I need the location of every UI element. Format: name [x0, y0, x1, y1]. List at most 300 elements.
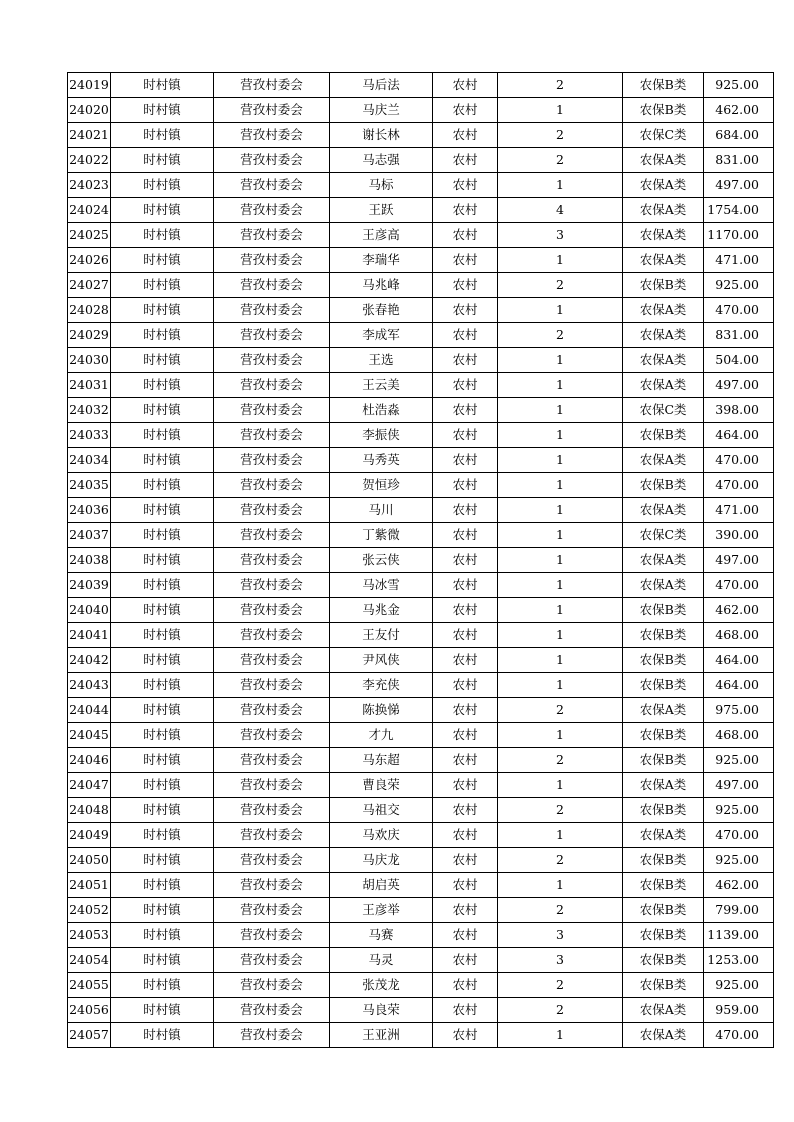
- amount-cell: 497.00: [704, 773, 774, 798]
- household-size-cell: 1: [498, 98, 623, 123]
- town-cell: 时村镇: [111, 873, 214, 898]
- village-committee-cell: 营孜村委会: [214, 998, 330, 1023]
- record-id-cell: 24019: [68, 73, 111, 98]
- person-name-cell: 马志强: [330, 148, 433, 173]
- person-name-cell: 王友付: [330, 623, 433, 648]
- record-id-cell: 24042: [68, 648, 111, 673]
- amount-cell: 925.00: [704, 748, 774, 773]
- town-cell: 时村镇: [111, 623, 214, 648]
- household-size-cell: 2: [498, 323, 623, 348]
- table-row: [68, 498, 774, 523]
- household-size-cell: 1: [498, 373, 623, 398]
- village-committee-cell: 营孜村委会: [214, 423, 330, 448]
- amount-cell: 471.00: [704, 498, 774, 523]
- town-cell: 时村镇: [111, 148, 214, 173]
- insurance-class-cell: 农保B类: [623, 98, 704, 123]
- table-row: [68, 623, 774, 648]
- amount-cell: 470.00: [704, 823, 774, 848]
- table-row: [68, 873, 774, 898]
- amount-cell: 504.00: [704, 348, 774, 373]
- village-committee-cell: 营孜村委会: [214, 248, 330, 273]
- amount-cell: 925.00: [704, 848, 774, 873]
- area-type-cell: 农村: [433, 273, 498, 298]
- person-name-cell: 马秀英: [330, 448, 433, 473]
- village-committee-cell: 营孜村委会: [214, 473, 330, 498]
- person-name-cell: 马祖交: [330, 798, 433, 823]
- person-name-cell: 胡启英: [330, 873, 433, 898]
- area-type-cell: 农村: [433, 323, 498, 348]
- insurance-class-cell: 农保A类: [623, 248, 704, 273]
- town-cell: 时村镇: [111, 548, 214, 573]
- town-cell: 时村镇: [111, 248, 214, 273]
- village-committee-cell: 营孜村委会: [214, 823, 330, 848]
- area-type-cell: 农村: [433, 673, 498, 698]
- person-name-cell: 王跃: [330, 198, 433, 223]
- town-cell: 时村镇: [111, 423, 214, 448]
- household-size-cell: 2: [498, 973, 623, 998]
- area-type-cell: 农村: [433, 423, 498, 448]
- amount-cell: 959.00: [704, 998, 774, 1023]
- village-committee-cell: 营孜村委会: [214, 523, 330, 548]
- town-cell: 时村镇: [111, 823, 214, 848]
- table-body: [68, 73, 774, 1048]
- area-type-cell: 农村: [433, 573, 498, 598]
- household-size-cell: 1: [498, 723, 623, 748]
- table-row: [68, 423, 774, 448]
- household-size-cell: 1: [498, 498, 623, 523]
- insurance-class-cell: 农保A类: [623, 998, 704, 1023]
- village-committee-cell: 营孜村委会: [214, 623, 330, 648]
- village-committee-cell: 营孜村委会: [214, 223, 330, 248]
- village-committee-cell: 营孜村委会: [214, 298, 330, 323]
- table-row: [68, 998, 774, 1023]
- town-cell: 时村镇: [111, 723, 214, 748]
- table-row: [68, 373, 774, 398]
- amount-cell: 470.00: [704, 473, 774, 498]
- table-row: [68, 398, 774, 423]
- household-size-cell: 1: [498, 598, 623, 623]
- amount-cell: 462.00: [704, 598, 774, 623]
- amount-cell: 497.00: [704, 173, 774, 198]
- record-id-cell: 24039: [68, 573, 111, 598]
- household-size-cell: 1: [498, 523, 623, 548]
- household-size-cell: 2: [498, 998, 623, 1023]
- household-size-cell: 4: [498, 198, 623, 223]
- insurance-class-cell: 农保B类: [623, 923, 704, 948]
- town-cell: 时村镇: [111, 973, 214, 998]
- insurance-class-cell: 农保A类: [623, 573, 704, 598]
- person-name-cell: 张茂龙: [330, 973, 433, 998]
- village-committee-cell: 营孜村委会: [214, 1023, 330, 1048]
- household-size-cell: 2: [498, 73, 623, 98]
- table-row: [68, 323, 774, 348]
- town-cell: 时村镇: [111, 473, 214, 498]
- record-id-cell: 24055: [68, 973, 111, 998]
- person-name-cell: 贺恒珍: [330, 473, 433, 498]
- area-type-cell: 农村: [433, 498, 498, 523]
- insurance-class-cell: 农保B类: [623, 623, 704, 648]
- area-type-cell: 农村: [433, 548, 498, 573]
- person-name-cell: 马庆兰: [330, 98, 433, 123]
- household-size-cell: 1: [498, 423, 623, 448]
- insurance-class-cell: 农保A类: [623, 348, 704, 373]
- village-committee-cell: 营孜村委会: [214, 98, 330, 123]
- amount-cell: 468.00: [704, 723, 774, 748]
- person-name-cell: 李振侠: [330, 423, 433, 448]
- insurance-class-cell: 农保B类: [623, 648, 704, 673]
- household-size-cell: 1: [498, 448, 623, 473]
- table-row: [68, 598, 774, 623]
- household-size-cell: 1: [498, 248, 623, 273]
- insurance-class-cell: 农保C类: [623, 123, 704, 148]
- household-size-cell: 1: [498, 298, 623, 323]
- village-committee-cell: 营孜村委会: [214, 373, 330, 398]
- village-committee-cell: 营孜村委会: [214, 923, 330, 948]
- village-committee-cell: 营孜村委会: [214, 848, 330, 873]
- person-name-cell: 张春艳: [330, 298, 433, 323]
- town-cell: 时村镇: [111, 573, 214, 598]
- amount-cell: 1253.00: [704, 948, 774, 973]
- table-row: [68, 948, 774, 973]
- record-id-cell: 24021: [68, 123, 111, 148]
- table-row: [68, 123, 774, 148]
- record-id-cell: 24023: [68, 173, 111, 198]
- area-type-cell: 农村: [433, 598, 498, 623]
- record-id-cell: 24037: [68, 523, 111, 548]
- record-id-cell: 24034: [68, 448, 111, 473]
- area-type-cell: 农村: [433, 173, 498, 198]
- insurance-class-cell: 农保B类: [623, 473, 704, 498]
- household-size-cell: 2: [498, 748, 623, 773]
- record-id-cell: 24054: [68, 948, 111, 973]
- table-row: [68, 298, 774, 323]
- insurance-class-cell: 农保A类: [623, 823, 704, 848]
- area-type-cell: 农村: [433, 623, 498, 648]
- record-id-cell: 24020: [68, 98, 111, 123]
- person-name-cell: 马庆龙: [330, 848, 433, 873]
- table-row: [68, 548, 774, 573]
- table-row: [68, 848, 774, 873]
- table-row: [68, 98, 774, 123]
- insurance-class-cell: 农保B类: [623, 973, 704, 998]
- town-cell: 时村镇: [111, 998, 214, 1023]
- person-name-cell: 李瑞华: [330, 248, 433, 273]
- village-committee-cell: 营孜村委会: [214, 323, 330, 348]
- area-type-cell: 农村: [433, 348, 498, 373]
- insurance-class-cell: 农保B类: [623, 673, 704, 698]
- table-row: [68, 648, 774, 673]
- person-name-cell: 张云侠: [330, 548, 433, 573]
- table-row: [68, 248, 774, 273]
- person-name-cell: 马灵: [330, 948, 433, 973]
- town-cell: 时村镇: [111, 223, 214, 248]
- amount-cell: 925.00: [704, 273, 774, 298]
- town-cell: 时村镇: [111, 273, 214, 298]
- table-row: [68, 173, 774, 198]
- household-size-cell: 1: [498, 573, 623, 598]
- village-committee-cell: 营孜村委会: [214, 148, 330, 173]
- person-name-cell: 李充侠: [330, 673, 433, 698]
- person-name-cell: 马川: [330, 498, 433, 523]
- person-name-cell: 马冰雪: [330, 573, 433, 598]
- table-row: [68, 448, 774, 473]
- village-committee-cell: 营孜村委会: [214, 773, 330, 798]
- area-type-cell: 农村: [433, 923, 498, 948]
- insurance-class-cell: 农保B类: [623, 723, 704, 748]
- insurance-class-cell: 农保B类: [623, 948, 704, 973]
- table-row: [68, 573, 774, 598]
- person-name-cell: 马兆金: [330, 598, 433, 623]
- town-cell: 时村镇: [111, 923, 214, 948]
- table-row: [68, 973, 774, 998]
- record-id-cell: 24032: [68, 398, 111, 423]
- insurance-class-cell: 农保B类: [623, 873, 704, 898]
- village-committee-cell: 营孜村委会: [214, 548, 330, 573]
- amount-cell: 831.00: [704, 323, 774, 348]
- amount-cell: 925.00: [704, 973, 774, 998]
- village-committee-cell: 营孜村委会: [214, 723, 330, 748]
- area-type-cell: 农村: [433, 723, 498, 748]
- amount-cell: 390.00: [704, 523, 774, 548]
- table-row: [68, 798, 774, 823]
- town-cell: 时村镇: [111, 98, 214, 123]
- area-type-cell: 农村: [433, 648, 498, 673]
- person-name-cell: 杜浩淼: [330, 398, 433, 423]
- record-id-cell: 24057: [68, 1023, 111, 1048]
- area-type-cell: 农村: [433, 523, 498, 548]
- town-cell: 时村镇: [111, 848, 214, 873]
- area-type-cell: 农村: [433, 148, 498, 173]
- village-committee-cell: 营孜村委会: [214, 173, 330, 198]
- amount-cell: 925.00: [704, 73, 774, 98]
- area-type-cell: 农村: [433, 373, 498, 398]
- village-committee-cell: 营孜村委会: [214, 673, 330, 698]
- household-size-cell: 1: [498, 673, 623, 698]
- person-name-cell: 王彦高: [330, 223, 433, 248]
- insurance-class-cell: 农保B类: [623, 73, 704, 98]
- insurance-class-cell: 农保A类: [623, 698, 704, 723]
- record-id-cell: 24047: [68, 773, 111, 798]
- household-size-cell: 1: [498, 1023, 623, 1048]
- record-id-cell: 24045: [68, 723, 111, 748]
- household-size-cell: 2: [498, 148, 623, 173]
- household-size-cell: 2: [498, 848, 623, 873]
- record-id-cell: 24050: [68, 848, 111, 873]
- person-name-cell: 李成军: [330, 323, 433, 348]
- amount-cell: 470.00: [704, 448, 774, 473]
- town-cell: 时村镇: [111, 598, 214, 623]
- table-row: [68, 1023, 774, 1048]
- person-name-cell: 王彦举: [330, 898, 433, 923]
- record-id-cell: 24049: [68, 823, 111, 848]
- table-row: [68, 148, 774, 173]
- insurance-class-cell: 农保B类: [623, 848, 704, 873]
- table-row: [68, 823, 774, 848]
- household-size-cell: 1: [498, 173, 623, 198]
- amount-cell: 462.00: [704, 873, 774, 898]
- insurance-class-cell: 农保A类: [623, 498, 704, 523]
- town-cell: 时村镇: [111, 773, 214, 798]
- table-row: [68, 473, 774, 498]
- town-cell: 时村镇: [111, 948, 214, 973]
- insurance-class-cell: 农保A类: [623, 1023, 704, 1048]
- town-cell: 时村镇: [111, 373, 214, 398]
- town-cell: 时村镇: [111, 323, 214, 348]
- amount-cell: 831.00: [704, 148, 774, 173]
- record-id-cell: 24031: [68, 373, 111, 398]
- household-size-cell: 1: [498, 648, 623, 673]
- village-committee-cell: 营孜村委会: [214, 748, 330, 773]
- record-id-cell: 24041: [68, 623, 111, 648]
- amount-cell: 464.00: [704, 673, 774, 698]
- area-type-cell: 农村: [433, 473, 498, 498]
- person-name-cell: 曹良荣: [330, 773, 433, 798]
- area-type-cell: 农村: [433, 698, 498, 723]
- insurance-class-cell: 农保B类: [623, 273, 704, 298]
- record-id-cell: 24028: [68, 298, 111, 323]
- records-table: [67, 72, 774, 1048]
- person-name-cell: 马良荣: [330, 998, 433, 1023]
- person-name-cell: 马后法: [330, 73, 433, 98]
- insurance-class-cell: 农保A类: [623, 198, 704, 223]
- person-name-cell: 谢长林: [330, 123, 433, 148]
- amount-cell: 464.00: [704, 423, 774, 448]
- amount-cell: 462.00: [704, 98, 774, 123]
- town-cell: 时村镇: [111, 448, 214, 473]
- person-name-cell: 王亚洲: [330, 1023, 433, 1048]
- village-committee-cell: 营孜村委会: [214, 198, 330, 223]
- amount-cell: 799.00: [704, 898, 774, 923]
- record-id-cell: 24044: [68, 698, 111, 723]
- table-row: [68, 273, 774, 298]
- household-size-cell: 3: [498, 923, 623, 948]
- table-row: [68, 523, 774, 548]
- village-committee-cell: 营孜村委会: [214, 348, 330, 373]
- person-name-cell: 马赛: [330, 923, 433, 948]
- insurance-class-cell: 农保A类: [623, 323, 704, 348]
- village-committee-cell: 营孜村委会: [214, 973, 330, 998]
- household-size-cell: 2: [498, 123, 623, 148]
- amount-cell: 464.00: [704, 648, 774, 673]
- town-cell: 时村镇: [111, 73, 214, 98]
- insurance-class-cell: 农保C类: [623, 398, 704, 423]
- person-name-cell: 陈换悌: [330, 698, 433, 723]
- insurance-class-cell: 农保A类: [623, 298, 704, 323]
- area-type-cell: 农村: [433, 198, 498, 223]
- area-type-cell: 农村: [433, 73, 498, 98]
- table-row: [68, 923, 774, 948]
- village-committee-cell: 营孜村委会: [214, 598, 330, 623]
- area-type-cell: 农村: [433, 973, 498, 998]
- area-type-cell: 农村: [433, 223, 498, 248]
- village-committee-cell: 营孜村委会: [214, 498, 330, 523]
- town-cell: 时村镇: [111, 798, 214, 823]
- amount-cell: 398.00: [704, 398, 774, 423]
- amount-cell: 471.00: [704, 248, 774, 273]
- amount-cell: 470.00: [704, 1023, 774, 1048]
- household-size-cell: 1: [498, 823, 623, 848]
- insurance-class-cell: 农保C类: [623, 523, 704, 548]
- table-row: [68, 698, 774, 723]
- record-id-cell: 24043: [68, 673, 111, 698]
- village-committee-cell: 营孜村委会: [214, 873, 330, 898]
- village-committee-cell: 营孜村委会: [214, 698, 330, 723]
- village-committee-cell: 营孜村委会: [214, 398, 330, 423]
- town-cell: 时村镇: [111, 348, 214, 373]
- amount-cell: 468.00: [704, 623, 774, 648]
- area-type-cell: 农村: [433, 773, 498, 798]
- town-cell: 时村镇: [111, 123, 214, 148]
- insurance-class-cell: 农保A类: [623, 773, 704, 798]
- household-size-cell: 1: [498, 773, 623, 798]
- area-type-cell: 农村: [433, 448, 498, 473]
- record-id-cell: 24046: [68, 748, 111, 773]
- insurance-class-cell: 农保B类: [623, 598, 704, 623]
- area-type-cell: 农村: [433, 898, 498, 923]
- household-size-cell: 1: [498, 873, 623, 898]
- insurance-class-cell: 农保B类: [623, 898, 704, 923]
- town-cell: 时村镇: [111, 198, 214, 223]
- area-type-cell: 农村: [433, 98, 498, 123]
- town-cell: 时村镇: [111, 673, 214, 698]
- person-name-cell: 马东超: [330, 748, 433, 773]
- record-id-cell: 24053: [68, 923, 111, 948]
- town-cell: 时村镇: [111, 498, 214, 523]
- village-committee-cell: 营孜村委会: [214, 898, 330, 923]
- area-type-cell: 农村: [433, 873, 498, 898]
- person-name-cell: 马标: [330, 173, 433, 198]
- table-row: [68, 198, 774, 223]
- record-id-cell: 24038: [68, 548, 111, 573]
- person-name-cell: 马兆峰: [330, 273, 433, 298]
- amount-cell: 497.00: [704, 548, 774, 573]
- record-id-cell: 24026: [68, 248, 111, 273]
- amount-cell: 1139.00: [704, 923, 774, 948]
- village-committee-cell: 营孜村委会: [214, 273, 330, 298]
- insurance-class-cell: 农保B类: [623, 748, 704, 773]
- town-cell: 时村镇: [111, 1023, 214, 1048]
- household-size-cell: 2: [498, 798, 623, 823]
- household-size-cell: 2: [498, 898, 623, 923]
- record-id-cell: 24030: [68, 348, 111, 373]
- area-type-cell: 农村: [433, 798, 498, 823]
- table-row: [68, 898, 774, 923]
- record-id-cell: 24051: [68, 873, 111, 898]
- table-row: [68, 748, 774, 773]
- insurance-class-cell: 农保A类: [623, 173, 704, 198]
- insurance-class-cell: 农保A类: [623, 373, 704, 398]
- amount-cell: 1170.00: [704, 223, 774, 248]
- area-type-cell: 农村: [433, 123, 498, 148]
- town-cell: 时村镇: [111, 173, 214, 198]
- town-cell: 时村镇: [111, 648, 214, 673]
- amount-cell: 1754.00: [704, 198, 774, 223]
- person-name-cell: 王云美: [330, 373, 433, 398]
- insurance-class-cell: 农保A类: [623, 148, 704, 173]
- village-committee-cell: 营孜村委会: [214, 948, 330, 973]
- amount-cell: 684.00: [704, 123, 774, 148]
- village-committee-cell: 营孜村委会: [214, 123, 330, 148]
- household-size-cell: 2: [498, 273, 623, 298]
- record-id-cell: 24027: [68, 273, 111, 298]
- record-id-cell: 24033: [68, 423, 111, 448]
- record-id-cell: 24036: [68, 498, 111, 523]
- amount-cell: 497.00: [704, 373, 774, 398]
- record-id-cell: 24052: [68, 898, 111, 923]
- town-cell: 时村镇: [111, 298, 214, 323]
- insurance-class-cell: 农保A类: [623, 548, 704, 573]
- record-id-cell: 24022: [68, 148, 111, 173]
